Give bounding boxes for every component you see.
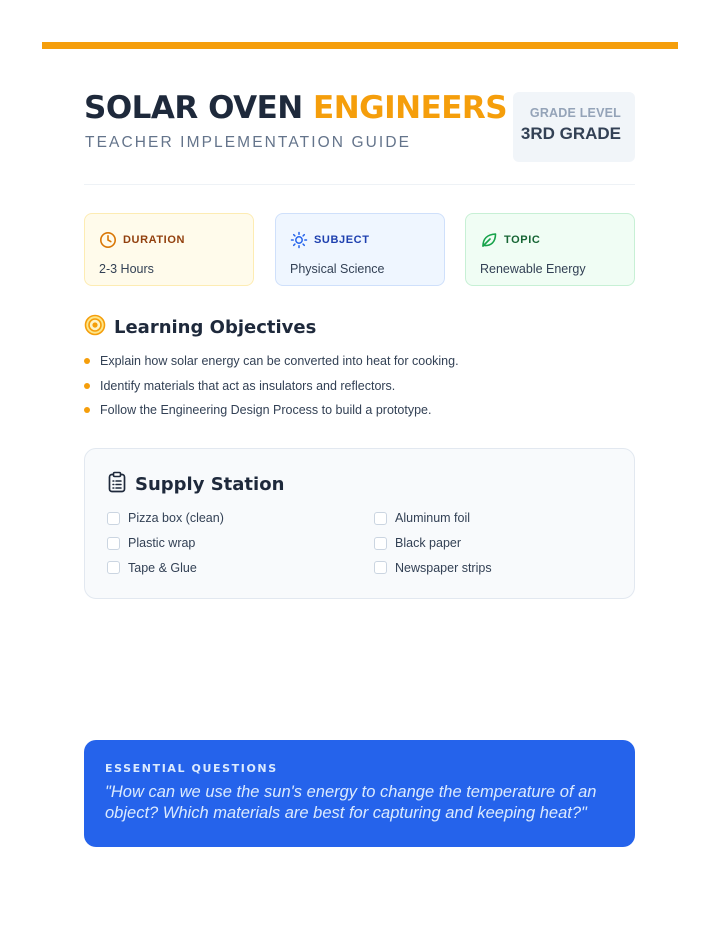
grade-level-value: 3RD GRADE — [520, 124, 621, 143]
subject-card — [275, 213, 445, 286]
essential-questions-text: "How can we use the sun's energy to change the temperature of an object? Which materials are best for capturing and keeping heat?" — [105, 783, 597, 822]
checkbox[interactable] — [107, 537, 120, 550]
checkbox[interactable] — [107, 512, 120, 525]
header-divider — [84, 184, 635, 185]
clock-icon — [99, 231, 117, 249]
objectives-heading — [84, 314, 316, 341]
supply-item-label: Tape & Glue — [128, 560, 197, 575]
supply-item-label: Aluminum foil — [395, 511, 471, 526]
objectives-list — [84, 352, 459, 426]
supply-item-tape-glue[interactable] — [107, 559, 374, 578]
page-subtitle: TEACHER IMPLEMENTATION GUIDE — [85, 134, 412, 151]
supply-item-label: Plastic wrap — [128, 536, 196, 551]
subject-value: Physical Science — [290, 262, 385, 276]
checkbox[interactable] — [107, 561, 120, 574]
supply-title: Supply Station — [135, 474, 285, 495]
essential-questions-label: ESSENTIAL QUESTIONS — [105, 762, 278, 775]
topic-value: Renewable Energy — [480, 262, 586, 276]
duration-value: 2-3 Hours — [99, 262, 154, 276]
checkbox[interactable] — [374, 537, 387, 550]
leaf-icon — [480, 231, 498, 249]
objectives-title: Learning Objectives — [114, 317, 317, 338]
supply-item-label: Black paper — [395, 536, 462, 551]
target-icon — [84, 314, 106, 341]
checkbox[interactable] — [374, 561, 387, 574]
objective-item: Follow the Engineering Design Process to build a prototype. — [84, 401, 459, 426]
essential-questions-box — [84, 740, 635, 847]
sun-icon — [290, 231, 308, 249]
supply-item-aluminum-foil[interactable] — [374, 509, 617, 528]
subject-label: SUBJECT — [314, 234, 370, 246]
page-title — [84, 90, 507, 126]
supply-checklist — [107, 509, 617, 577]
supply-heading — [107, 471, 284, 498]
supply-item-newspaper-strips[interactable] — [374, 559, 617, 578]
supply-item-label: Newspaper strips — [395, 560, 492, 575]
clipboard-icon — [107, 471, 127, 498]
supply-item-plastic-wrap[interactable] — [107, 534, 374, 553]
grade-level-label: GRADE LEVEL — [529, 106, 621, 120]
objective-item: Explain how solar energy can be converted into heat for cooking. — [84, 352, 459, 377]
supply-item-pizza-box[interactable] — [107, 509, 374, 528]
checkbox[interactable] — [374, 512, 387, 525]
supply-item-black-paper[interactable] — [374, 534, 617, 553]
supply-station-panel — [84, 448, 635, 599]
supply-item-label: Pizza box (clean) — [128, 511, 224, 526]
topic-card — [465, 213, 635, 286]
objective-item: Identify materials that act as insulators and reflectors. — [84, 377, 459, 402]
title-accent: ENGINEERS — [313, 90, 508, 126]
duration-label: DURATION — [123, 234, 186, 246]
grade-level-badge — [513, 92, 635, 162]
duration-card — [84, 213, 254, 286]
top-accent-bar — [42, 42, 678, 49]
title-main: SOLAR OVEN — [84, 90, 303, 126]
topic-label: TOPIC — [504, 234, 541, 246]
